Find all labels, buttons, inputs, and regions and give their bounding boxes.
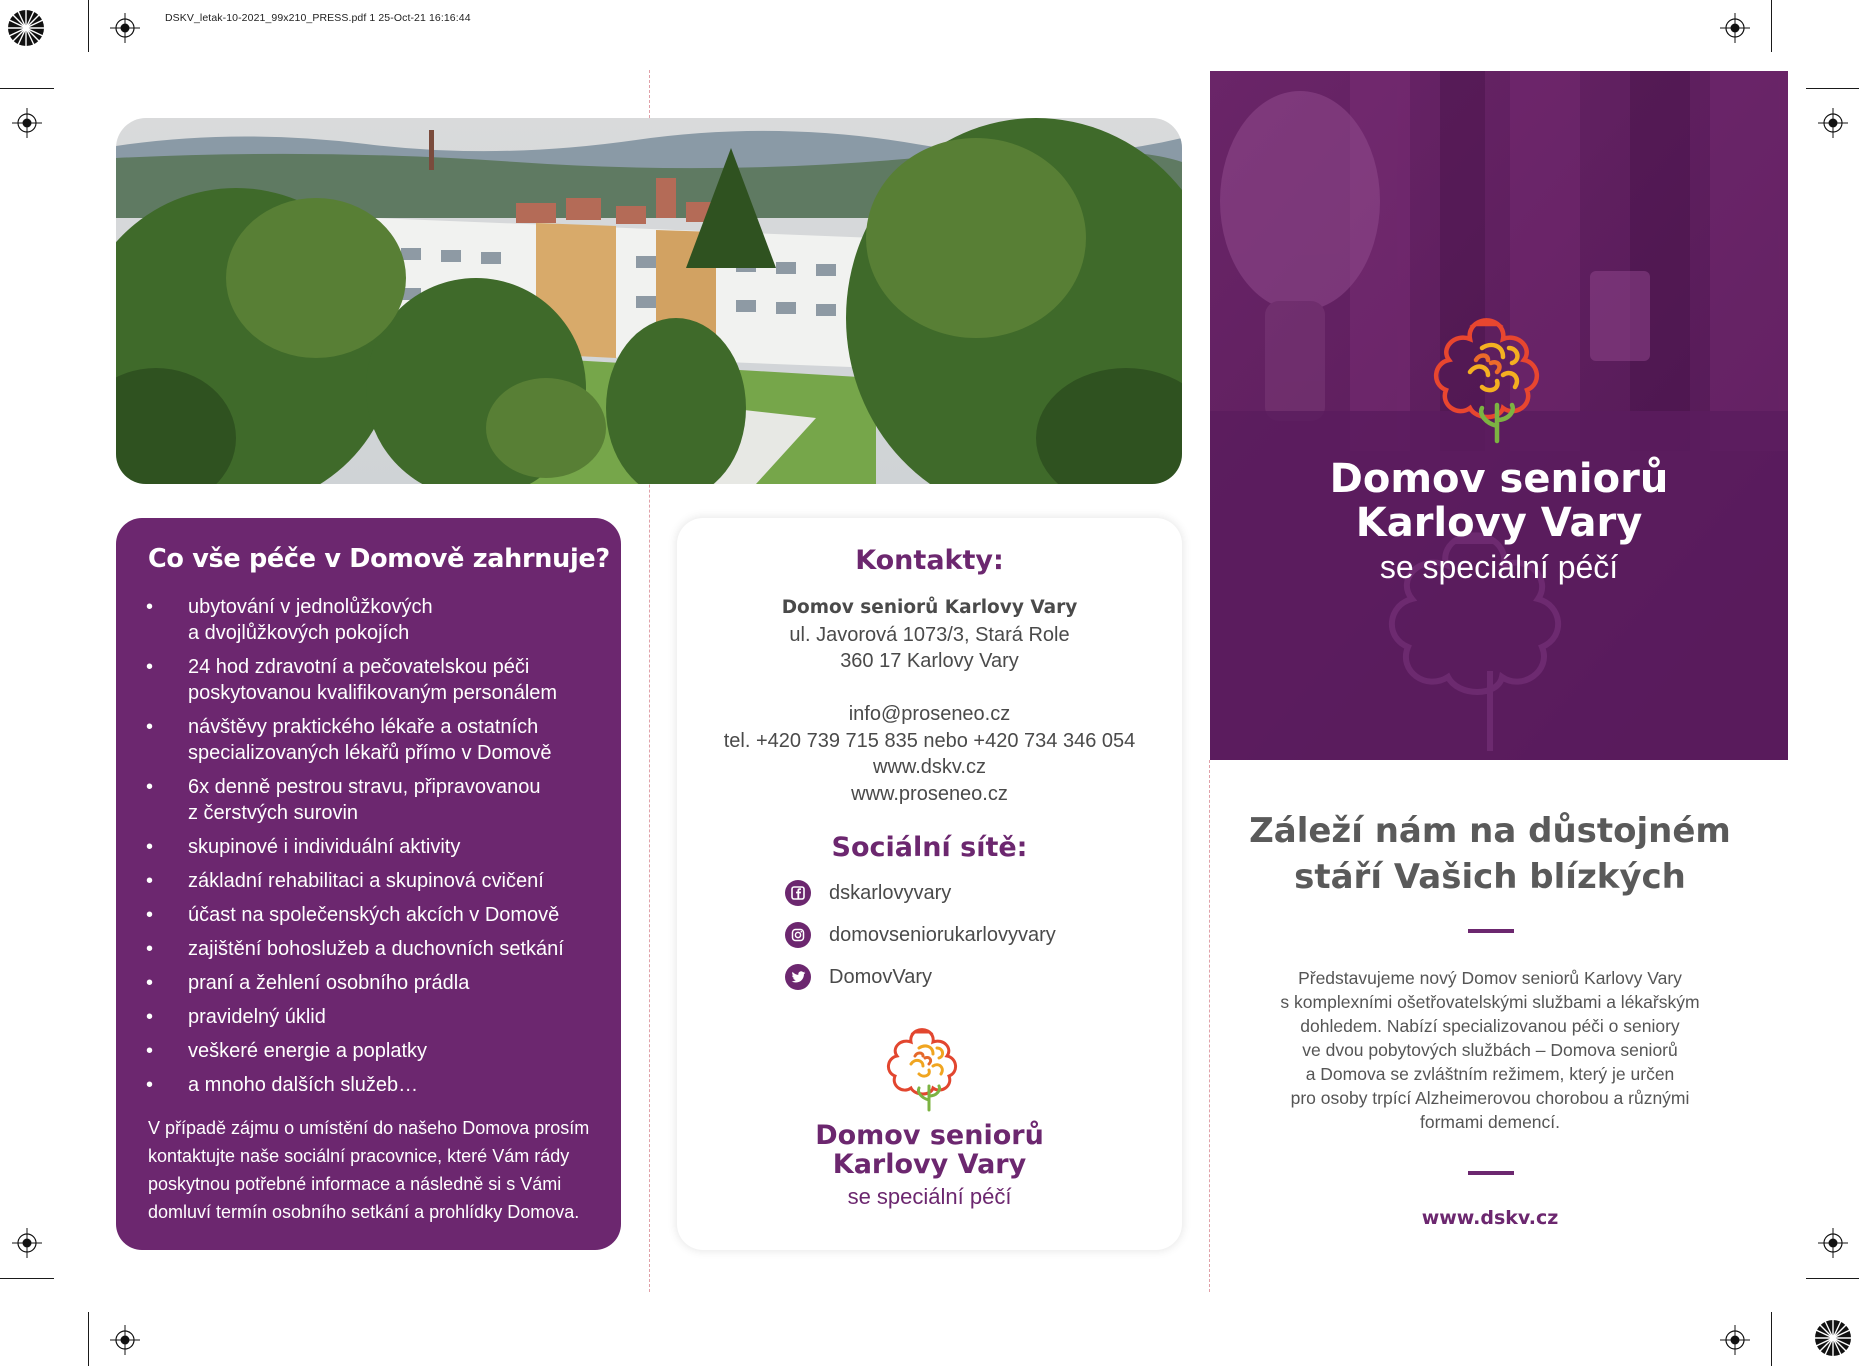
services-panel bbox=[116, 518, 621, 1250]
registration-mark-icon bbox=[1818, 1228, 1848, 1258]
services-list-item-text: specializovaných lékařů přímo v Domově bbox=[188, 742, 552, 764]
services-list-item bbox=[146, 654, 606, 706]
contacts-card bbox=[677, 518, 1182, 1250]
services-list-item bbox=[146, 936, 606, 962]
bullet-icon: • bbox=[146, 938, 154, 960]
services-list-item bbox=[146, 714, 606, 766]
twitter-icon bbox=[785, 964, 811, 990]
services-list-item bbox=[146, 834, 606, 860]
cover-subtitle: se speciální péčí bbox=[1379, 549, 1619, 585]
bullet-icon: • bbox=[146, 656, 154, 678]
facebook-icon bbox=[785, 880, 811, 906]
services-list-item bbox=[146, 1072, 606, 1098]
services-list-item bbox=[146, 902, 606, 928]
services-list-item-text: a dvojlůžkových pokojích bbox=[188, 622, 410, 644]
registration-mark-icon bbox=[1720, 1325, 1750, 1355]
bullet-icon: • bbox=[146, 1040, 154, 1062]
right-description-line: Představujeme nový Domov seniorů Karlovy Vary bbox=[1298, 968, 1682, 988]
contacts-title: Kontakty: bbox=[855, 545, 1004, 576]
bullet-icon: • bbox=[146, 870, 154, 892]
services-note: V případě zájmu o umístění do našeho Domova prosím kontaktujte naše sociální pracovnice, které Vám rády poskytnou potřebné informace a následně si s Vámi domluví termín osobního setkání a prohlídky Domova. bbox=[148, 1118, 590, 1222]
right-description-line: pro osoby trpící Alzheimerovou chorobou a různými bbox=[1290, 1088, 1690, 1108]
right-description-line: a Domova se zvláštním režimem, který je určen bbox=[1305, 1064, 1675, 1084]
contacts-web-link[interactable]: www.dskv.cz bbox=[873, 756, 986, 778]
contacts-web-link[interactable]: www.proseneo.cz bbox=[851, 783, 1008, 805]
registration-mark-icon bbox=[110, 1325, 140, 1355]
social-item-instagram[interactable] bbox=[785, 920, 1056, 950]
trim-mark bbox=[1806, 88, 1859, 89]
cover-title-line-1: Domov seniorů bbox=[1329, 456, 1669, 502]
services-list-item bbox=[146, 868, 606, 894]
services-list-item-text: zajištění bohoslužeb a duchovních setkání bbox=[188, 938, 564, 960]
flower-logo-icon bbox=[1422, 303, 1572, 453]
bullet-icon: • bbox=[146, 1074, 154, 1096]
registration-mark-icon bbox=[12, 1228, 42, 1258]
social-item-label: DomovVary bbox=[829, 965, 932, 988]
bullet-icon: • bbox=[146, 596, 154, 618]
trim-mark bbox=[1771, 0, 1772, 52]
building-photo bbox=[116, 118, 1182, 484]
trim-mark bbox=[88, 1312, 89, 1366]
contacts-email-link[interactable]: info@proseneo.cz bbox=[848, 703, 1011, 725]
trim-mark bbox=[0, 88, 54, 89]
instagram-icon bbox=[785, 922, 811, 948]
registration-mark-icon bbox=[110, 13, 140, 43]
flower-logo-icon bbox=[879, 1018, 979, 1118]
right-description-line: s komplexními ošetřovatelskými službami a lékařským bbox=[1280, 992, 1700, 1012]
right-description-line: ve dvou pobytových službách – Domova seniorů bbox=[1302, 1040, 1678, 1060]
services-list-item-text: poskytovanou kvalifikovaným personálem bbox=[188, 682, 558, 704]
services-list-item-text: základní rehabilitaci a skupinová cvičení bbox=[188, 870, 544, 892]
divider-bar bbox=[1468, 1171, 1514, 1175]
color-target-icon bbox=[6, 8, 46, 48]
print-slug: DSKV_letak-10-2021_99x210_PRESS.pdf 1 25-Oct-21 16:16:44 bbox=[165, 12, 471, 24]
trim-mark bbox=[88, 0, 89, 52]
bullet-icon: • bbox=[146, 836, 154, 858]
right-description-line: formami demencí. bbox=[1419, 1112, 1561, 1132]
registration-mark-icon bbox=[12, 108, 42, 138]
right-headline bbox=[1230, 808, 1750, 900]
logo-title-line-1: Domov seniorů bbox=[815, 1120, 1044, 1151]
social-title: Sociální sítě: bbox=[831, 832, 1028, 863]
social-item-label: dskarlovyvary bbox=[829, 881, 952, 904]
services-list-item-text: a mnoho dalších služeb… bbox=[188, 1074, 419, 1096]
services-list-item-text: praní a žehlení osobního prádla bbox=[188, 972, 470, 994]
bullet-icon: • bbox=[146, 1006, 154, 1028]
services-list-item-text: veškeré energie a poplatky bbox=[188, 1040, 428, 1062]
services-list-item-text: účast na společenských akcích v Domově bbox=[188, 904, 560, 926]
services-list-item-text: 24 hod zdravotní a pečovatelskou péči bbox=[188, 656, 530, 678]
services-list-item-text: 6x denně pestrou stravu, připravovanou bbox=[188, 776, 541, 798]
cover-panel bbox=[1210, 71, 1788, 760]
logo-subtitle: se speciální péčí bbox=[847, 1184, 1012, 1209]
fold-line bbox=[1209, 760, 1210, 1292]
services-list bbox=[146, 594, 606, 1106]
contacts-city: 360 17 Karlovy Vary bbox=[840, 650, 1019, 672]
right-headline-line-2: stáří Vašich blízkých bbox=[1294, 857, 1686, 897]
services-list-item-text: z čerstvých surovin bbox=[188, 802, 359, 824]
services-list-item bbox=[146, 774, 606, 826]
services-list-item-text: skupinové i individuální aktivity bbox=[188, 836, 461, 858]
right-description-line: dohledem. Nabízí specializovanou péči o seniory bbox=[1300, 1016, 1680, 1036]
divider-bar bbox=[1468, 929, 1514, 933]
bullet-icon: • bbox=[146, 716, 154, 738]
contacts-phone[interactable]: tel. +420 739 715 835 nebo +420 734 346 054 bbox=[723, 730, 1136, 752]
bullet-icon: • bbox=[146, 972, 154, 994]
cover-title-line-2: Karlovy Vary bbox=[1355, 500, 1643, 546]
contacts-street: ul. Javorová 1073/3, Stará Role bbox=[789, 624, 1070, 646]
right-description bbox=[1240, 966, 1740, 1134]
registration-mark-icon bbox=[1818, 108, 1848, 138]
bullet-icon: • bbox=[146, 776, 154, 798]
services-title: Co vše péče v Domově zahrnuje? bbox=[148, 544, 610, 574]
services-list-item bbox=[146, 594, 606, 646]
registration-mark-icon bbox=[1720, 13, 1750, 43]
color-target-icon bbox=[1813, 1318, 1853, 1358]
services-list-item-text: pravidelný úklid bbox=[188, 1006, 326, 1028]
services-list-item bbox=[146, 1004, 606, 1030]
trim-mark bbox=[0, 1278, 54, 1279]
social-item-label: domovseniorukarlovyvary bbox=[829, 923, 1056, 946]
logo-title-line-2: Karlovy Vary bbox=[832, 1149, 1027, 1180]
services-list-item-text: návštěvy praktického lékaře a ostatních bbox=[188, 716, 539, 738]
bullet-icon: • bbox=[146, 904, 154, 926]
services-list-item bbox=[146, 970, 606, 996]
contacts-org: Domov seniorů Karlovy Vary bbox=[781, 597, 1078, 618]
social-item-twitter[interactable] bbox=[785, 962, 932, 992]
right-headline-line-1: Záleží nám na důstojném bbox=[1249, 811, 1731, 851]
social-item-facebook[interactable] bbox=[785, 878, 951, 908]
trim-mark bbox=[1771, 1312, 1772, 1366]
services-list-item bbox=[146, 1038, 606, 1064]
trim-mark bbox=[1806, 1278, 1859, 1279]
services-list-item-text: ubytování v jednolůžkových bbox=[188, 596, 433, 618]
right-web-link[interactable]: www.dskv.cz bbox=[1421, 1207, 1559, 1229]
